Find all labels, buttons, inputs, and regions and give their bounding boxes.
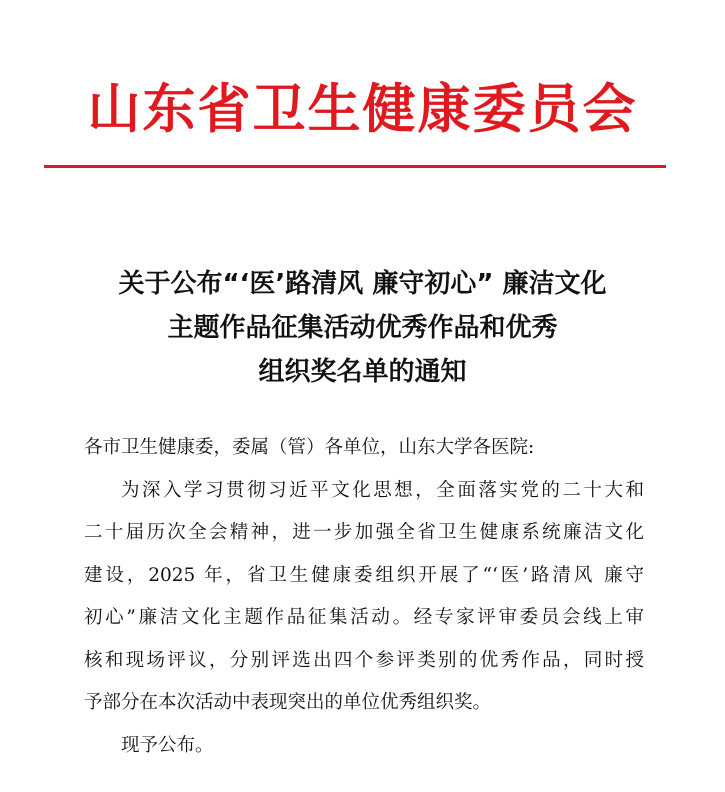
organization-header: 山东省卫生健康委员会 <box>87 78 638 140</box>
paragraph-line: 二十届历次全会精神，进一步加强全省卫生健康系统廉洁文化 <box>84 522 644 543</box>
paragraph-line: 为深入学习贯彻习近平文化思想，全面落实党的二十大和 <box>121 479 644 501</box>
red-divider-line <box>44 165 666 168</box>
paragraph-line: 初心”廉洁文化主题作品征集活动。经专家评审委员会线上审 <box>84 607 644 628</box>
paragraph-main <box>84 470 644 725</box>
title-line: 关于公布“‘医’路清风 廉守初心” 廉洁文化 <box>118 269 607 299</box>
paragraph-announcement: 现予公布。 <box>121 734 214 756</box>
paragraph-line: 核和现场评议，分别评选出四个参评类别的优秀作品，同时授 <box>84 649 644 671</box>
salutation: 各市卫生健康委，委属（管）各单位，山东大学各医院: <box>84 437 535 458</box>
title-line: 组织奖名单的通知 <box>258 357 467 387</box>
paragraph-line: 予部分在本次活动中表现突出的单位优秀组织奖。 <box>84 692 492 713</box>
paragraph-line: 建设，2025 年，省卫生健康委组织开展了“‘医’路清风 廉守 <box>84 564 644 586</box>
document-title <box>0 262 725 394</box>
document-body <box>84 427 644 767</box>
title-line: 主题作品征集活动优秀作品和优秀 <box>167 313 558 343</box>
